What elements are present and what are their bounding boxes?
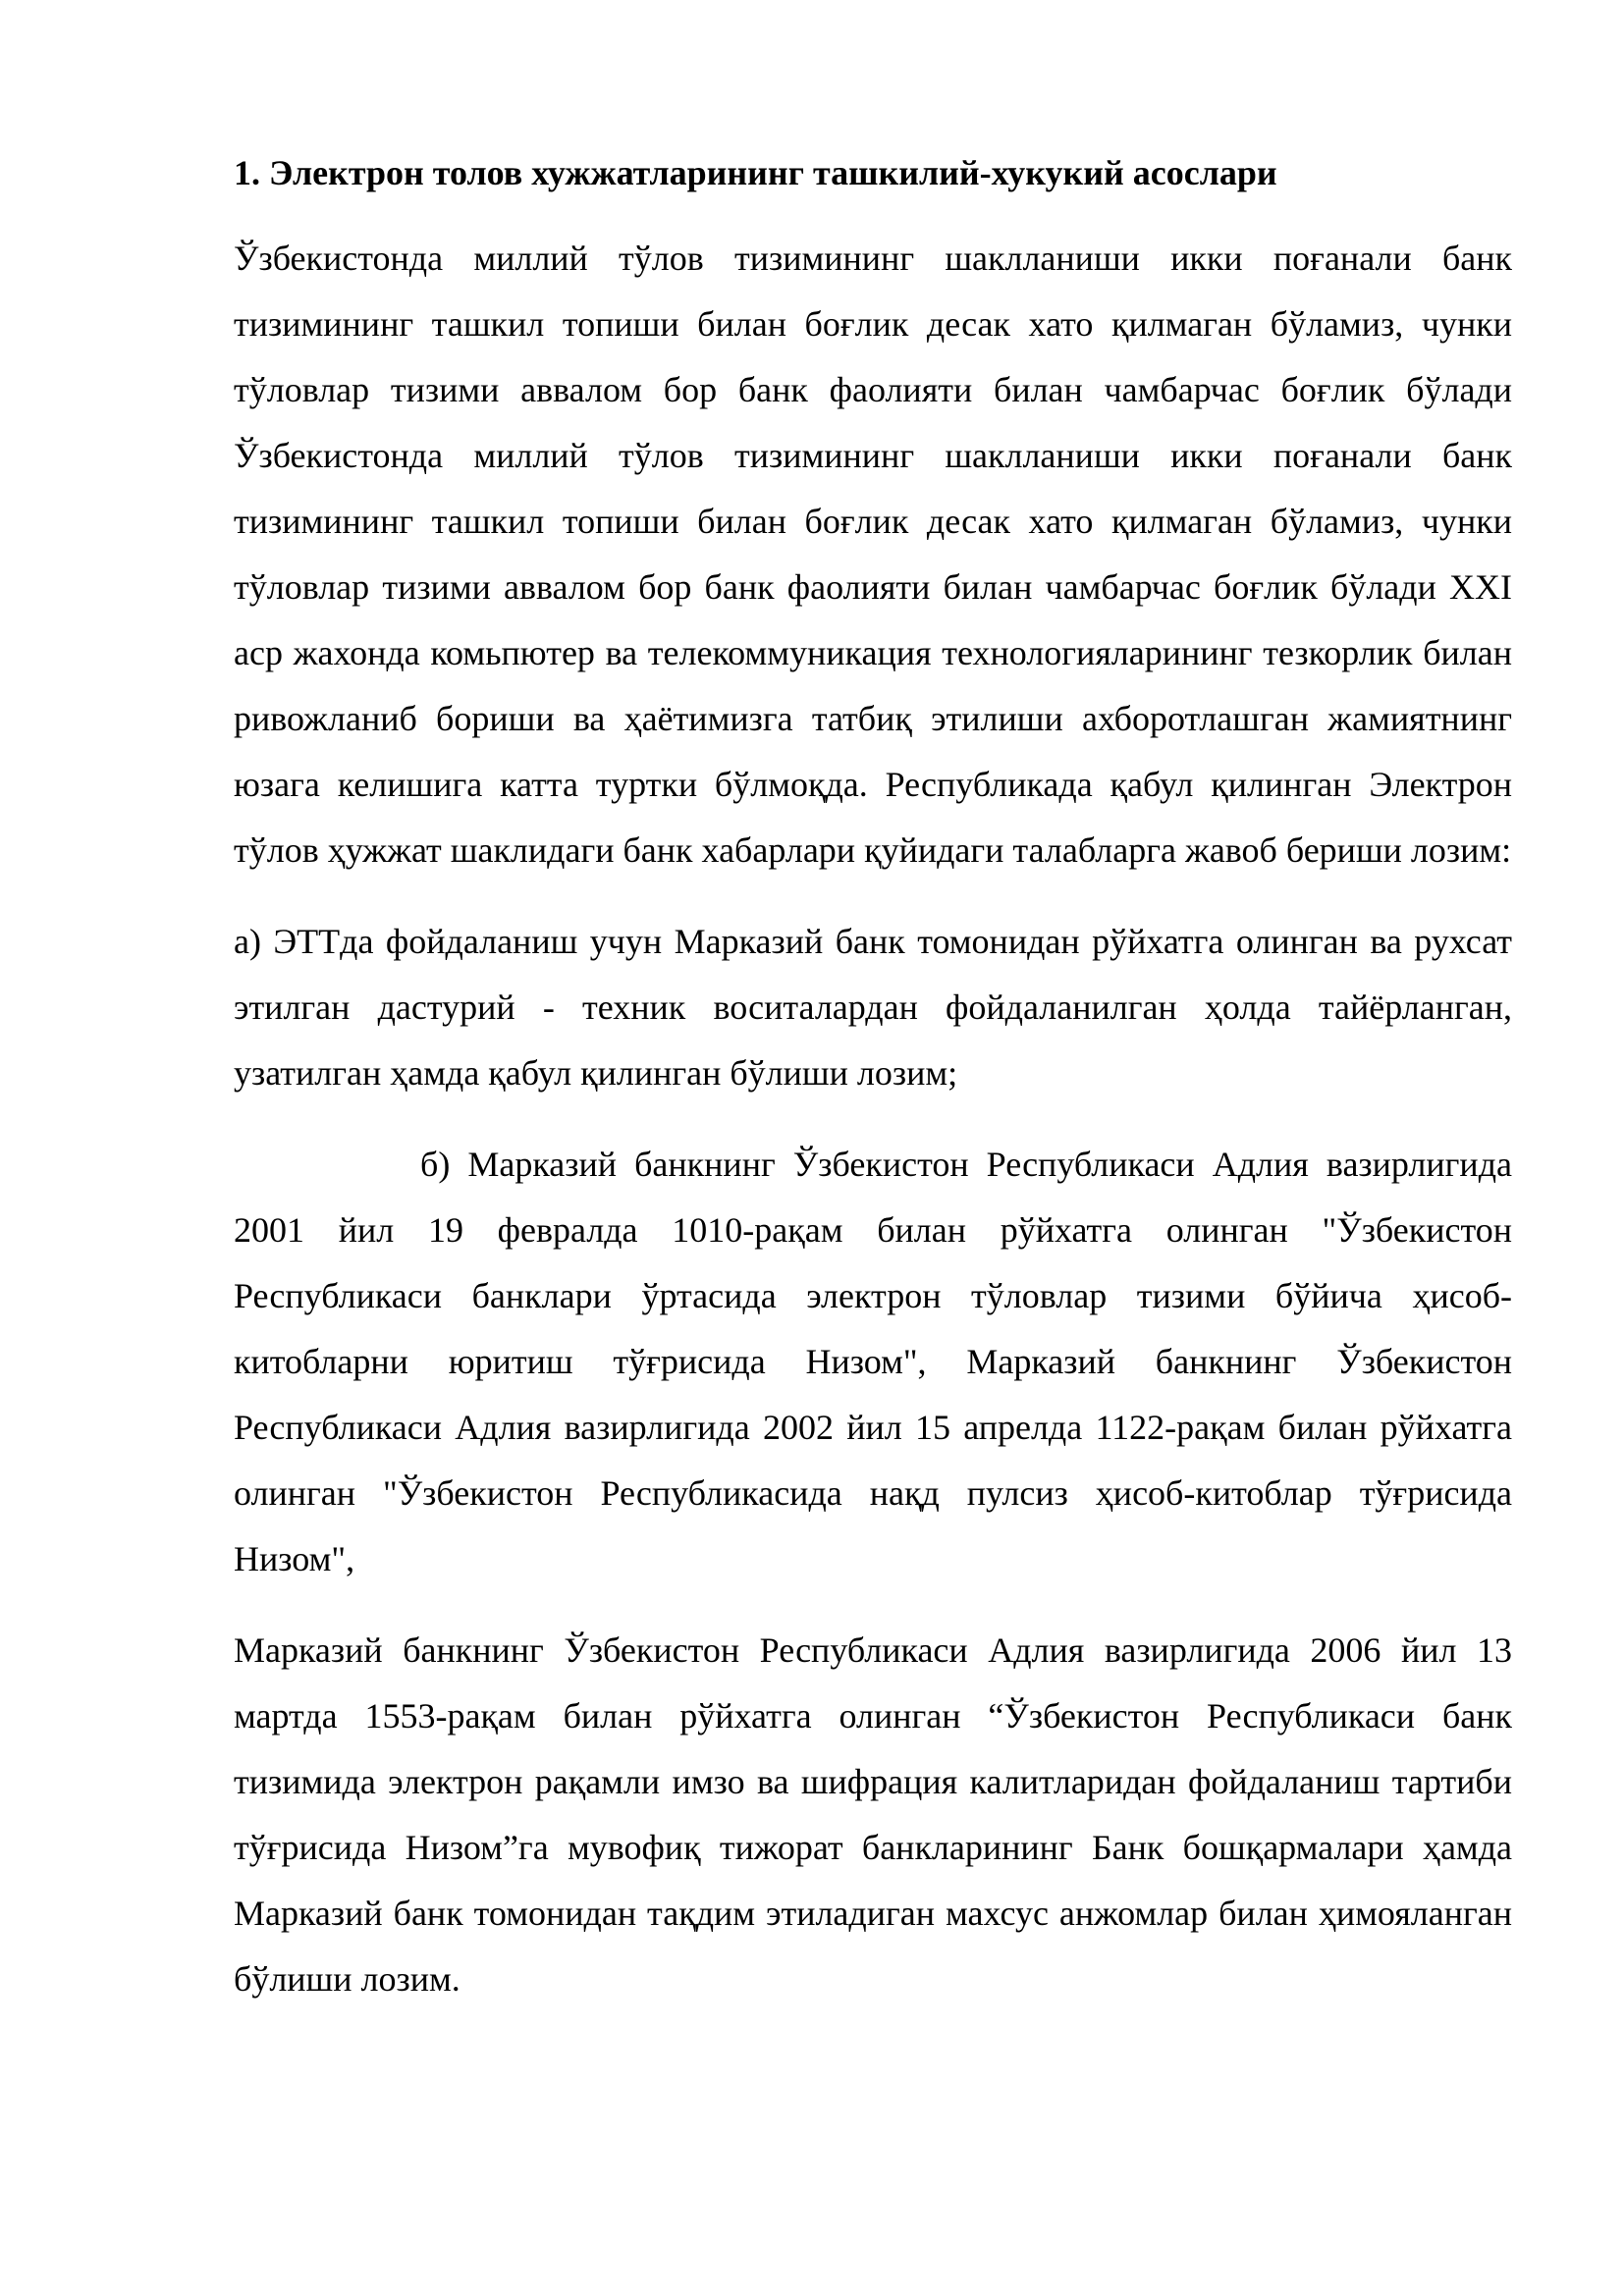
paragraph-central-bank-regulation: Марказий банкнинг Ўзбекистон Республикаси Адлия вазирлигида 2006 йил 13 мартда 1553-рақам билан рўйхатга олинган “Ўзбекистон Республикаси банк тизимида электрон рақамли имзо ва шифрация калитларидан фойдаланиш тартиби тўғрисида Низом”га мувофиқ тижорат банкларининг Банк бошқармалари ҳамда Марказий банк томонидан тақдим этиладиган махсус анжомлар билан ҳимояланган бўлиши лозим. [234, 1630, 1512, 1999]
document-body [234, 151, 1512, 2038]
paragraph-requirement-a: а) ЭТТда фойдаланиш учун Марказий банк томонидан рўйхатга олинган ва рухсат этилган дастурий - техник воситалардан фойдаланилган ҳолда тайёрланган, узатилган ҳамда қабул қилинган бўлиши лозим; [234, 922, 1512, 1093]
section-heading: 1. Электрон толов хужжатларининг ташкилий-хукукий асослари [234, 153, 1277, 192]
paragraph-requirement-b: б) Марказий банкнинг Ўзбекистон Республикаси Адлия вазирлигида 2001 йил 19 февралда 1010-рақам билан рўйхатга олинган "Ўзбекистон Республикаси банклари ўртасида электрон тўловлар тизими бўйича ҳисоб-китобларни юритиш тўғрисида Низом", Марказий банкнинг Ўзбекистон Республикаси Адлия вазирлигида 2002 йил 15 апрелда 1122-рақам билан рўйхатга олинган "Ўзбекистон Республикасида нақд пулсиз ҳисоб-китоблар тўғрисида Низом", [234, 1145, 1512, 1578]
paragraph-payment-system-intro: Ўзбекистонда миллий тўлов тизимининг шаклланиши икки поғанали банк тизимининг ташкил топиши билан боғлик десак хато қилмаган бўламиз, чунки тўловлар тизими аввалом бор банк фаолияти билан чамбарчас боғлик бўлади Ўзбекистонда миллий тўлов тизимининг шаклланиши икки поғанали банк тизимининг ташкил топиши билан боғлик десак хато қилмаган бўламиз, чунки тўловлар тизими аввалом бор банк фаолияти билан чамбарчас боғлик бўлади XXI аср жахонда комьпютер ва телекоммуникация технологияларининг тезкорлик билан ривожланиб бориши ва ҳаётимизга татбиқ этилиши ахборотлашган жамиятнинг юзага келишига катта туртки бўлмоқда. Республикада қабул қилинган Электрон тўлов ҳужжат шаклидаги банк хабарлари қуйидаги талабларга жавоб бериши лозим: [234, 239, 1512, 870]
